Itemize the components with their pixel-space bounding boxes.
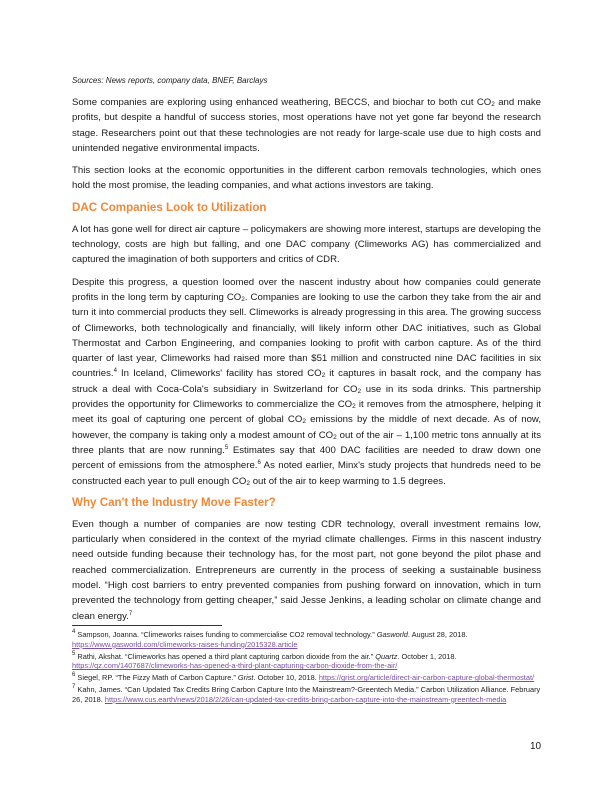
footnote-ref-7[interactable]: 7 (128, 610, 133, 617)
footnotes (72, 630, 541, 707)
footnote-6-link[interactable]: https://grist.org/article/direct-air-carbon-capture-global-thermostat/ (318, 673, 535, 683)
footnote-7-link[interactable]: https://www.cus.earth/news/2018/2/26/can-updated-tax-credits-bring-carbon-capture-into-the-mainstream-greentech-media (104, 694, 507, 704)
footnote-5: $^5$ Rathi, Akshat. “Climeworks has opened a third plant capturing carbon dioxide from the air.” Quartz. October 1, 2018. https://qz.com/1407687/climeworks-has-opened-a-third-plant-capturing-carbon-dioxide-from-the-air/ (72, 650, 457, 671)
section-heading-industry: Why Can't the Industry Move Faster? (72, 495, 276, 509)
intro-paragraph-1: Some companies are exploring using enhanced weathering, BECCS, and biochar to both cut $CO_2$ and make profits, but despite a handful of success stories, most operations have not yet gone far beyond the research stage. Researchers point out that these technologies are not ready for large-scale use due to high costs and unintended negative environmental impacts. (72, 97, 541, 154)
footnote-ref-5[interactable]: 5 (224, 444, 229, 451)
footnote-ref-6[interactable]: 6 (257, 460, 261, 467)
sources-caption: Sources: News reports, company data, BNEF, Barclays (72, 76, 268, 85)
footnote-6: $^6$ Siegel, RP. “The Fizzy Math of Carbon Capture.” Grist. October 10, 2018. https://grist.org/article/direct-air-carbon-capture-global-thermostat/ (72, 672, 535, 683)
industry-paragraph-1: Even though a number of companies are now testing CDR technology, overall investment remains low, particularly when considered in the context of the myriad climate challenges. Firms in this nascent industry need outside funding because their technology has, for the most part, not gone beyond the pilot phase and reached commercialization. Entrepreneurs are currently in the process of seeking a sustainable business model. “High cost barriers to entry prevented companies from pushing forward on innovation, which in turn prevented the technology from getting cheaper,” said Jesse Jenkins, a leading scholar on climate change and clean energy.$^7$ (72, 518, 541, 622)
intro-paragraph-2: This section looks at the economic opportunities in the different carbon removals technologies, which ones hold the most promise, the leading companies, and what actions investors are taking. (72, 165, 541, 192)
footnote-5-link[interactable]: https://qz.com/1407687/climeworks-has-opened-a-third-plant-capturing-carbon-dioxide-from-the-air/ (72, 661, 398, 671)
footnote-7: $^7$ Kahn, James. “Can Updated Tax Credits Bring Carbon Capture Into the Mainstream?-Greentech Media.” Carbon Utilization Alliance. February 26, 2018. https://www.cus.earth/news/2018/2/26/can-updated-tax-credits-bring-carbon-capture-into-the-mainstream-greentech-media (72, 683, 541, 704)
section-heading-dac: DAC Companies Look to Utilization (72, 200, 267, 214)
footnote-4-link[interactable]: https://www.gasworld.com/climeworks-raises-funding/2015328.article (72, 639, 298, 649)
footnote-separator (72, 625, 222, 626)
footnote-ref-4[interactable]: 4 (113, 368, 117, 375)
page-body (72, 76, 541, 631)
footnote-4: $^4$ Sampson, Joanna. “Climeworks raises funding to commercialise CO2 removal technology.” Gasworld. August 28, 2018. https://www.gasworld.com/climeworks-raises-funding/2015328.article (72, 629, 468, 649)
dac-paragraph-2: Despite this progress, a question loomed over the nascent industry about how companies could generate profits in the long term by capturing $CO_2$. Companies are looking to use the carbon they take from the air and turn it into commercial products they sell. Climeworks is already progressing in this area. The growing success of Climeworks, both technologically and financially, will likely inform other DAC initiatives, such as Global Thermostat and Carbon Engineering, and companies looking to profit with carbon capture. As of the third quarter of last year, Climeworks had raised more than $51 million and constructed nine DAC facilities in six countries.$^4$ In Iceland, Climeworks' facility has stored $CO_2$ it captures in basalt rock, and the company has struck a deal with Coca-Cola's subsidiary in Switzerland for $CO_2$ use in its soda drinks. This partnership provides the opportunity for Climeworks to commercialize the $CO_2$ it removes from the atmosphere, helping it meet its goal of capturing one percent of global $CO_2$ emissions by the middle of next decade. As of now, however, the company is taking only a modest amount of $CO_2$ out of the air – 1,100 metric tons annually at its three plants that are now running.$^5$ Estimates say that 400 DAC facilities are needed to draw down one percent of emissions from the atmosphere.$^6$ As noted earlier, Minx's study projects that hundreds need to be constructed each year to pull enough $CO_2$ out of the air to keep warming to 1.5 degrees. (72, 276, 542, 487)
dac-paragraph-1: A lot has gone well for direct air capture – policymakers are showing more interest, startups are developing the technology, costs are high but falling, and one DAC company (Climeworks AG) has commercialized and captured the imagination of both supporters and critics of CDR. (72, 223, 541, 266)
page-number: 10 (530, 741, 542, 752)
